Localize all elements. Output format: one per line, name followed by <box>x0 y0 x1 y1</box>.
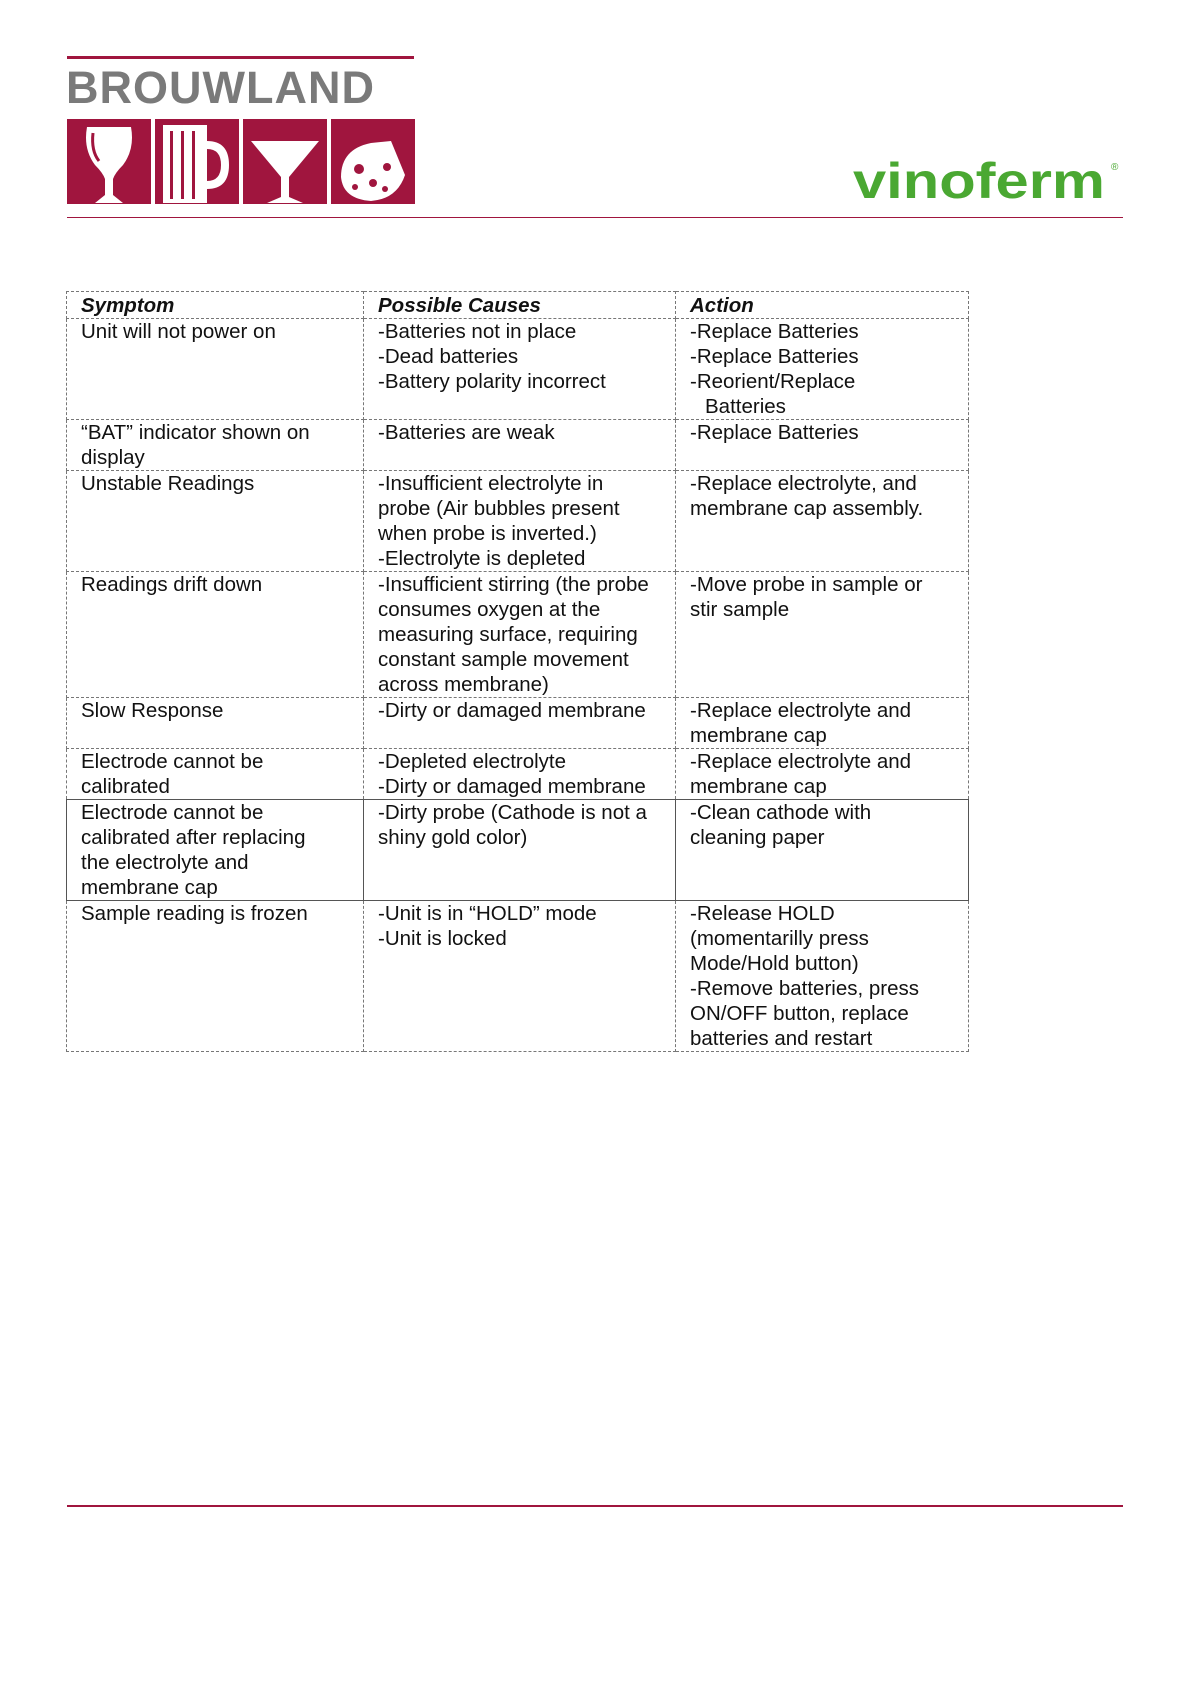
cell-line: the electrolyte and <box>81 851 249 874</box>
column-header-action: Action <box>676 292 969 319</box>
cell-line: -Batteries are weak <box>378 421 555 444</box>
cell-line: -Batteries not in place <box>378 320 577 343</box>
cell-line: stir sample <box>690 598 790 621</box>
cell-line: display <box>81 446 145 469</box>
table-row <box>67 698 969 749</box>
column-header-symptom: Symptom <box>67 292 364 319</box>
cell-line: Batteries <box>705 395 786 418</box>
cell-line: (momentarilly press <box>690 927 869 950</box>
cell-line: Mode/Hold button) <box>690 952 859 975</box>
cheese-wheel-icon <box>331 119 415 204</box>
cell-line: membrane cap <box>81 876 218 899</box>
cell-line: -Dirty probe (Cathode is not a <box>378 801 647 824</box>
column-header-causes: Possible Causes <box>364 292 676 319</box>
causes-cell <box>364 420 676 471</box>
causes-cell <box>364 572 676 698</box>
action-cell <box>676 572 969 698</box>
troubleshooting-table <box>66 291 969 1052</box>
action-cell <box>676 698 969 749</box>
vinoferm-logo-text: vinoferm <box>853 156 1105 204</box>
cell-line: Readings drift down <box>81 573 263 596</box>
cell-line: -Reorient/Replace <box>690 370 856 393</box>
cell-line: -Insufficient stirring (the probe <box>378 573 649 596</box>
cell-line: -Dead batteries <box>378 345 519 368</box>
symptom-cell <box>67 319 364 420</box>
cell-line: across membrane) <box>378 673 549 696</box>
table-row <box>67 800 969 901</box>
cell-line: -Clean cathode with <box>690 801 872 824</box>
symptom-cell <box>67 420 364 471</box>
cell-line: -Replace Batteries <box>690 421 859 444</box>
symptom-cell <box>67 800 364 901</box>
wine-glass-icon <box>67 119 151 204</box>
table-row <box>67 572 969 698</box>
cell-line: probe (Air bubbles present <box>378 497 620 520</box>
table-header-row <box>67 292 969 319</box>
vinoferm-logo <box>853 156 1121 204</box>
cell-line: batteries and restart <box>690 1027 873 1050</box>
cell-line: ON/OFF button, replace <box>690 1002 909 1025</box>
cell-line: Electrode cannot be <box>81 750 264 773</box>
cell-line: calibrated <box>81 775 170 798</box>
cell-line: -Battery polarity incorrect <box>378 370 606 393</box>
header-divider <box>67 217 1123 218</box>
cell-line: -Replace Batteries <box>690 345 859 368</box>
causes-cell <box>364 749 676 800</box>
footer-divider <box>67 1505 1123 1507</box>
header-top-rule <box>67 56 414 59</box>
brand-logo-text: BROUWLAND <box>66 62 375 113</box>
cell-line: -Dirty or damaged membrane <box>378 699 646 722</box>
table-row <box>67 471 969 572</box>
cell-line: -Replace electrolyte and <box>690 699 912 722</box>
symptom-cell <box>67 901 364 1052</box>
cell-line: Unstable Readings <box>81 472 255 495</box>
action-cell <box>676 471 969 572</box>
cell-line: calibrated after replacing <box>81 826 306 849</box>
causes-cell <box>364 800 676 901</box>
cell-line: constant sample movement <box>378 648 629 671</box>
action-cell <box>676 319 969 420</box>
cell-line: measuring surface, requiring <box>378 623 638 646</box>
cell-line: Unit will not power on <box>81 320 276 343</box>
cell-line: -Insufficient electrolyte in <box>378 472 604 495</box>
cell-line: membrane cap assembly. <box>690 497 924 520</box>
cell-line: when probe is inverted.) <box>378 522 597 545</box>
cell-line: -Dirty or damaged membrane <box>378 775 646 798</box>
table-row <box>67 749 969 800</box>
table-row <box>67 319 969 420</box>
cell-line: -Replace electrolyte, and <box>690 472 917 495</box>
symptom-cell <box>67 698 364 749</box>
causes-cell <box>364 319 676 420</box>
cell-line: -Move probe in sample or <box>690 573 923 596</box>
beer-mug-icon <box>155 119 239 204</box>
table-row <box>67 901 969 1052</box>
brand-logo-icons <box>67 119 415 204</box>
cell-line: consumes oxygen at the <box>378 598 601 621</box>
cell-line: cleaning paper <box>690 826 825 849</box>
cell-line: -Replace Batteries <box>690 320 859 343</box>
cocktail-glass-icon <box>243 119 327 204</box>
causes-cell <box>364 471 676 572</box>
cell-line: -Depleted electrolyte <box>378 750 567 773</box>
cell-line: “BAT” indicator shown on <box>81 421 310 444</box>
cell-line: membrane cap <box>690 724 827 747</box>
causes-cell <box>364 698 676 749</box>
action-cell <box>676 901 969 1052</box>
action-cell <box>676 749 969 800</box>
symptom-cell <box>67 572 364 698</box>
cell-line: Sample reading is frozen <box>81 902 308 925</box>
causes-cell <box>364 901 676 1052</box>
cell-line: -Remove batteries, press <box>690 977 920 1000</box>
cell-line: shiny gold color) <box>378 826 528 849</box>
symptom-cell <box>67 749 364 800</box>
cell-line: Slow Response <box>81 699 224 722</box>
cell-line: -Electrolyte is depleted <box>378 547 586 570</box>
cell-line: -Release HOLD <box>690 902 835 925</box>
cell-line: Electrode cannot be <box>81 801 264 824</box>
cell-line: -Replace electrolyte and <box>690 750 912 773</box>
cell-line: membrane cap <box>690 775 827 798</box>
action-cell <box>676 420 969 471</box>
cell-line: -Unit is in “HOLD” mode <box>378 902 597 925</box>
action-cell <box>676 800 969 901</box>
symptom-cell <box>67 471 364 572</box>
table-row <box>67 420 969 471</box>
registered-mark: ® <box>1111 162 1119 173</box>
cell-line: -Unit is locked <box>378 927 507 950</box>
